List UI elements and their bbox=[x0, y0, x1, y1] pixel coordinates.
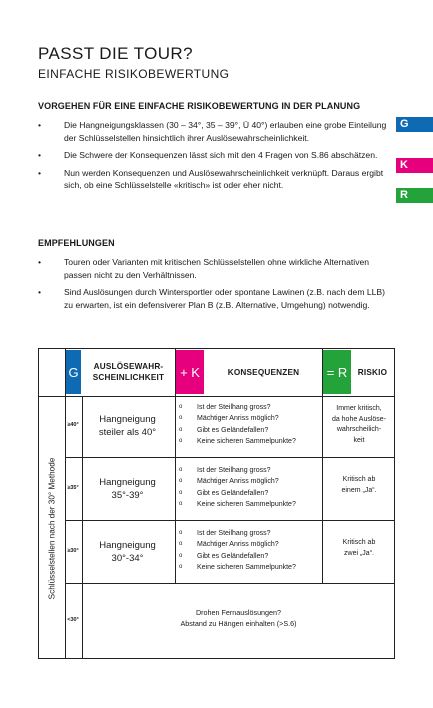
list-item: • Die Hangneigungsklassen (30 – 34°, 35 – 39°, Ü 40°) erlauben eine grobe Einteilung der Schlüsselstellen hinsichtlich ihrer Auslösewahrscheinlichkeit. bbox=[38, 120, 387, 143]
degree-label: <30° bbox=[67, 617, 79, 623]
tab-r[interactable]: R bbox=[396, 188, 433, 203]
risk-cell: Kritisch ab einem „Ja“. bbox=[341, 476, 377, 494]
slope-cell: Hangneigung 30°-34° bbox=[99, 540, 156, 564]
header-probability: AUSLÖSEWAHR- SCHEINLICHKEIT bbox=[92, 362, 165, 382]
risk-cell: Immer kritisch, da hohe Auslöse- wahrscheilich- keit bbox=[331, 405, 387, 444]
circle-bullet-icon: o bbox=[179, 541, 183, 548]
list-item: o Mächtiger Anriss möglich? bbox=[177, 539, 322, 550]
tab-g[interactable]: G bbox=[396, 117, 433, 132]
circle-bullet-icon: o bbox=[179, 530, 183, 536]
side-label: Schlüsselstellen nach der 30° Methode bbox=[47, 457, 57, 599]
list-item: o Ist der Steilhang gross? bbox=[177, 465, 322, 476]
degree-label: ≥40° bbox=[67, 422, 79, 428]
circle-bullet-icon: o bbox=[179, 563, 183, 570]
table-divider bbox=[65, 349, 66, 658]
circle-bullet-icon: o bbox=[179, 404, 183, 410]
bullet-icon: • bbox=[38, 257, 42, 267]
bullet-icon: • bbox=[38, 167, 42, 178]
list-item: o Ist der Steilhang gross? bbox=[177, 528, 322, 539]
degree-label: ≥30° bbox=[67, 548, 79, 554]
circle-bullet-icon: o bbox=[179, 500, 183, 507]
list-item: • Die Schwere der Konsequenzen lässt sich mit den 4 Fragen von S.86 abschätzen. bbox=[38, 150, 378, 160]
list-item: • Touren oder Varianten mit kritischen Schlüsselstellen ohne wirkliche Alternativen passen nicht zu den Verhältnissen. bbox=[38, 257, 370, 280]
table-divider bbox=[39, 396, 394, 397]
risk-table bbox=[38, 348, 395, 659]
circle-bullet-icon: o bbox=[179, 478, 183, 485]
procedure-list bbox=[38, 119, 388, 197]
badge-k: + K bbox=[176, 350, 204, 394]
list-item: o Gibt es Geländefallen? bbox=[177, 488, 322, 499]
circle-bullet-icon: o bbox=[179, 489, 183, 496]
degree-label: ≥35° bbox=[67, 485, 79, 491]
circle-bullet-icon: o bbox=[179, 552, 183, 559]
badge-r: = R bbox=[323, 350, 351, 394]
recommendations-list bbox=[38, 256, 388, 316]
list-item: o Gibt es Geländefallen? bbox=[177, 425, 322, 436]
questions-list bbox=[177, 465, 322, 510]
header-risk: RISKIO bbox=[357, 367, 388, 377]
bullet-icon: • bbox=[38, 287, 42, 297]
list-item: • Sind Auslösungen durch Wintersportler oder spontane Lawinen (z.B. nach dem LLB) zu erwarten, ist ein defensiverer Plan B (z.B. Alternative, Umgehung) notwendig. bbox=[38, 287, 386, 310]
list-item: o Ist der Steilhang gross? bbox=[177, 402, 322, 413]
list-item: o Gibt es Geländefallen? bbox=[177, 551, 322, 562]
list-item: o Keine sicheren Sammelpunkte? bbox=[177, 499, 322, 510]
tab-k[interactable]: K bbox=[396, 158, 433, 173]
list-item: o Keine sicheren Sammelpunkte? bbox=[177, 436, 322, 447]
list-item: • Nun werden Konsequenzen und Auslösewahrscheinlichkeit verknüpft. Daraus ergibt sich, ob eine Schlüsselstelle «kritisch» ist oder eher nicht. bbox=[38, 167, 384, 190]
section-heading-recommendations: EMPFEHLUNGEN bbox=[38, 238, 115, 248]
list-item: o Mächtiger Anriss möglich? bbox=[177, 413, 322, 424]
circle-bullet-icon: o bbox=[179, 415, 183, 422]
questions-list bbox=[177, 402, 322, 447]
table-divider bbox=[65, 583, 394, 584]
bullet-icon: • bbox=[38, 120, 42, 130]
list-item: o Keine sicheren Sammelpunkte? bbox=[177, 562, 322, 573]
badge-g: G bbox=[66, 350, 81, 394]
list-item: o Mächtiger Anriss möglich? bbox=[177, 476, 322, 487]
questions-list bbox=[177, 528, 322, 573]
circle-bullet-icon: o bbox=[179, 437, 183, 444]
page-subtitle: EINFACHE RISIKOBEWERTUNG bbox=[38, 67, 230, 81]
bullet-icon: • bbox=[38, 150, 42, 160]
slope-cell: Hangneigung steiler als 40° bbox=[98, 414, 157, 438]
circle-bullet-icon: o bbox=[179, 467, 183, 473]
section-heading-procedure: VORGEHEN FÜR EINE EINFACHE RISIKOBEWERTUNG IN DER PLANUNG bbox=[38, 101, 361, 111]
table-divider bbox=[65, 457, 394, 458]
header-consequences: KONSEQUENZEN bbox=[227, 367, 300, 377]
table-divider bbox=[65, 520, 394, 521]
remote-triggering-note: Drohen Fernauslösungen? Abstand zu Hängen einhalten (>S.6) bbox=[180, 608, 297, 628]
circle-bullet-icon: o bbox=[179, 426, 183, 433]
slope-cell: Hangneigung 35°-39° bbox=[99, 477, 156, 501]
risk-cell: Kritisch ab zwei „Ja“. bbox=[342, 539, 376, 557]
page-title: PASST DIE TOUR? bbox=[38, 44, 193, 63]
